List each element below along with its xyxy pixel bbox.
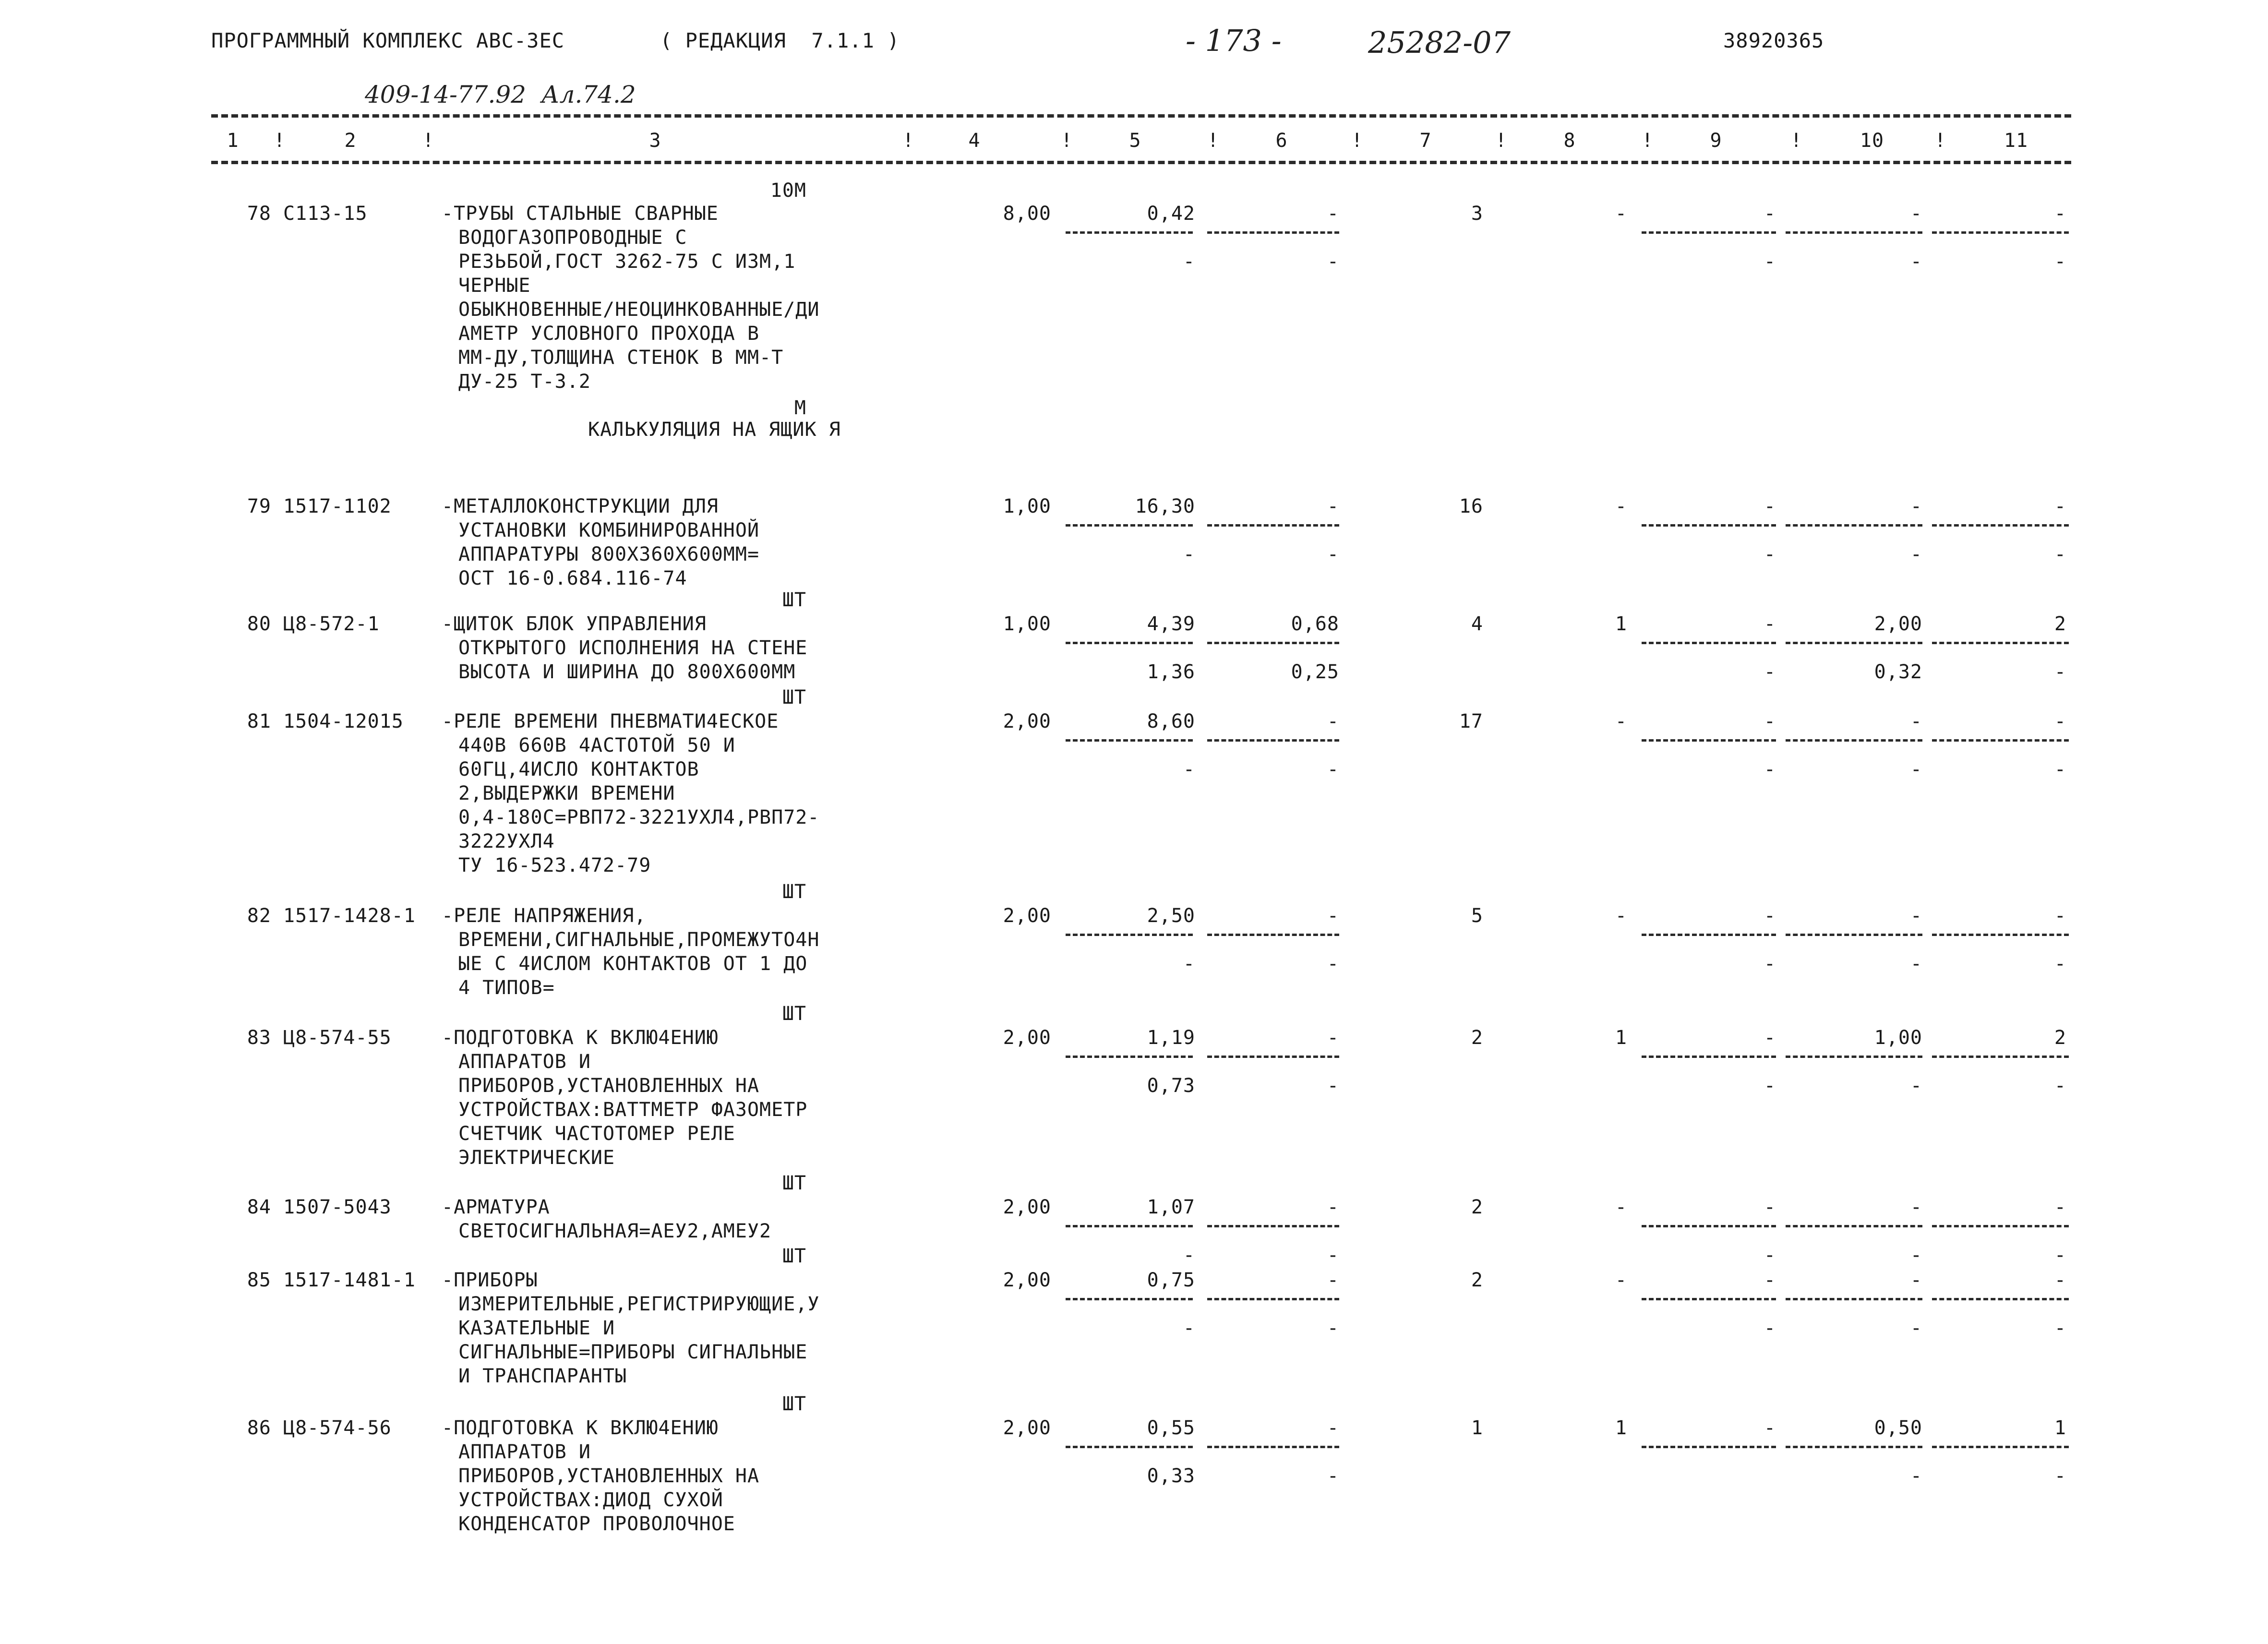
description-line: -ТРУБЫ СТАЛЬНЫЕ СВАРНЫЕ — [442, 203, 719, 225]
item-code: С113-15 — [283, 203, 368, 225]
value-c6: - — [1327, 1196, 1339, 1218]
description-line: -РЕЛЕ ВРЕМЕНИ ПНЕВМАТИ4ЕСКОЕ — [442, 710, 779, 732]
header-rule-top — [211, 114, 2071, 118]
description-line: -ПОДГОТОВКА К ВКЛЮ4ЕНИЮ — [442, 1027, 719, 1049]
value-c8: 1 — [1615, 613, 1627, 635]
underline-c9 — [1642, 1298, 1776, 1300]
description-line: УСТРОЙСТВАХ:ДИОД СУХОЙ — [458, 1489, 723, 1511]
value-c5: 4,39 — [1147, 613, 1195, 635]
value-c10b: 0,32 — [1874, 661, 1922, 683]
value-c5: 0,55 — [1147, 1417, 1195, 1439]
value-c5b: - — [1183, 953, 1195, 975]
value-c10: - — [1910, 710, 1922, 732]
description-line: ЭЛЕКТРИЧЕСКИЕ — [458, 1147, 615, 1169]
reference-handwritten: 409-14-77.92 Ал.74.2 — [365, 81, 636, 108]
underline-c11 — [1932, 739, 2069, 742]
value-c10b: - — [1910, 251, 1922, 273]
item-code: Ц8-574-56 — [283, 1417, 392, 1439]
underline-c10 — [1786, 642, 1922, 644]
value-c9: - — [1764, 613, 1776, 635]
value-c6b: - — [1327, 758, 1339, 780]
underline-c9 — [1642, 1446, 1776, 1448]
underline-c10 — [1786, 231, 1922, 234]
value-c6b: - — [1327, 1465, 1339, 1487]
document-number-handwritten: 25282-07 — [1368, 25, 1511, 60]
unit-label: ШТ — [782, 589, 806, 611]
value-c10: - — [1910, 495, 1922, 517]
column-number-6: 6 — [1275, 130, 1288, 152]
underline-c5 — [1066, 1225, 1193, 1227]
value-c4: 2,00 — [1003, 710, 1051, 732]
value-c9b: - — [1764, 543, 1776, 565]
unit-label: ШТ — [782, 1245, 806, 1267]
underline-c9 — [1642, 739, 1776, 742]
value-c5: 1,07 — [1147, 1196, 1195, 1218]
description-line: ДУ-25 Т-3.2 — [458, 371, 591, 393]
value-c10: 1,00 — [1874, 1027, 1922, 1049]
value-c11b: - — [2054, 758, 2066, 780]
underline-c11 — [1932, 231, 2069, 234]
description-line: СИГНАЛЬНЫЕ=ПРИБОРЫ СИГНАЛЬНЫЕ — [458, 1341, 808, 1363]
value-c11b: - — [2054, 1465, 2066, 1487]
description-line: КАЗАТЕЛЬНЫЕ И — [458, 1317, 615, 1339]
column-number-9: 9 — [1710, 130, 1722, 152]
row-number: 82 — [247, 905, 271, 927]
description-line: ВОДОГАЗОПРОВОДНЫЕ С — [458, 227, 687, 249]
value-c8: - — [1615, 905, 1627, 927]
row-number: 83 — [247, 1027, 271, 1049]
value-c11: - — [2054, 905, 2066, 927]
value-c9: - — [1764, 495, 1776, 517]
value-c10: 0,50 — [1874, 1417, 1922, 1439]
description-line: ПРИБОРОВ,УСТАНОВЛЕННЫХ НА — [458, 1075, 760, 1097]
value-c5: 2,50 — [1147, 905, 1195, 927]
description-line: 0,4-180С=РВП72-3221УХЛ4,РВП72- — [458, 806, 820, 828]
column-separator: ! — [1790, 130, 1803, 152]
description-line: СЧЕТЧИК ЧАСТОТОМЕР РЕЛЕ — [458, 1123, 735, 1145]
underline-c11 — [1932, 1446, 2069, 1448]
value-c10b: - — [1910, 758, 1922, 780]
document-code: 38920365 — [1723, 29, 1824, 52]
value-c9b: - — [1764, 1244, 1776, 1266]
value-c9: - — [1764, 1027, 1776, 1049]
underline-c6 — [1207, 642, 1339, 644]
description-line: ВРЕМЕНИ,СИГНАЛЬНЫЕ,ПРОМЕЖУТО4Н — [458, 929, 820, 951]
unit-label: 10М — [770, 180, 806, 202]
value-c6b: - — [1327, 543, 1339, 565]
edition-label: ( РЕДАКЦИЯ 7.1.1 ) — [660, 29, 900, 52]
description-line: ММ-ДУ,ТОЛЩИНА СТЕНОК В ММ-Т — [458, 347, 784, 369]
underline-c5 — [1066, 231, 1193, 234]
value-c6: - — [1327, 905, 1339, 927]
value-c11: - — [2054, 710, 2066, 732]
value-c9b: - — [1764, 1317, 1776, 1339]
underline-c9 — [1642, 1225, 1776, 1227]
description-line: РЕЗЬБОЙ,ГОСТ 3262-75 С ИЗМ,1 — [458, 251, 796, 273]
description-line: 2,ВЫДЕРЖКИ ВРЕМЕНИ — [458, 782, 675, 804]
column-separator: ! — [422, 130, 435, 152]
column-number-1: 1 — [227, 130, 239, 152]
value-c4: 2,00 — [1003, 1027, 1051, 1049]
program-name: ПРОГРАММНЫЙ КОМПЛЕКС АВС-ЗЕС — [211, 29, 565, 52]
row-number: 84 — [247, 1196, 271, 1218]
item-code: 1517-1481-1 — [283, 1269, 416, 1291]
value-c10b: - — [1910, 1465, 1922, 1487]
underline-c5 — [1066, 1446, 1193, 1448]
underline-c11 — [1932, 1298, 2069, 1300]
underline-c10 — [1786, 739, 1922, 742]
description-line: -МЕТАЛЛОКОНСТРУКЦИИ ДЛЯ — [442, 495, 719, 517]
description-line: -РЕЛЕ НАПРЯЖЕНИЯ, — [442, 905, 647, 927]
value-c4: 2,00 — [1003, 905, 1051, 927]
value-c10b: - — [1910, 543, 1922, 565]
underline-c5 — [1066, 1056, 1193, 1058]
row-number: 81 — [247, 710, 271, 732]
value-c5b: - — [1183, 1317, 1195, 1339]
value-c7: 5 — [1471, 905, 1483, 927]
value-c11b: - — [2054, 251, 2066, 273]
column-separator: ! — [1061, 130, 1073, 152]
value-c5b: 0,73 — [1147, 1075, 1195, 1097]
row-number: 80 — [247, 613, 271, 635]
value-c6b: - — [1327, 1317, 1339, 1339]
column-number-5: 5 — [1129, 130, 1141, 152]
value-c6b: 0,25 — [1291, 661, 1339, 683]
description-line: АППАРАТУРЫ 800Х360Х600ММ= — [458, 543, 760, 565]
value-c6: 0,68 — [1291, 613, 1339, 635]
value-c7: 4 — [1471, 613, 1483, 635]
item-code: Ц8-572-1 — [283, 613, 380, 635]
underline-c9 — [1642, 231, 1776, 234]
underline-c11 — [1932, 524, 2069, 527]
description-line: -ПОДГОТОВКА К ВКЛЮ4ЕНИЮ — [442, 1417, 719, 1439]
value-c8: - — [1615, 203, 1627, 225]
value-c9: - — [1764, 1196, 1776, 1218]
value-c5b: 1,36 — [1147, 661, 1195, 683]
unit-label: ШТ — [782, 1003, 806, 1025]
underline-c11 — [1932, 642, 2069, 644]
value-c6b: - — [1327, 953, 1339, 975]
underline-c9 — [1642, 934, 1776, 936]
value-c9b: - — [1764, 758, 1776, 780]
description-line: 3222УХЛ4 — [458, 830, 555, 852]
description-line: 4 ТИПОВ= — [458, 977, 555, 999]
value-c11b: - — [2054, 661, 2066, 683]
underline-c11 — [1932, 934, 2069, 936]
value-c10: - — [1910, 1269, 1922, 1291]
underline-c6 — [1207, 524, 1339, 527]
value-c6: - — [1327, 495, 1339, 517]
underline-c6 — [1207, 934, 1339, 936]
description-line: АМЕТР УСЛОВНОГО ПРОХОДА В — [458, 323, 760, 345]
value-c5b: 0,33 — [1147, 1465, 1195, 1487]
description-line: ОБЫКНОВЕННЫЕ/НЕОЦИНКОВАННЫЕ/ДИ — [458, 299, 820, 321]
description-line: 60ГЦ,4ИСЛО КОНТАКТОВ — [458, 758, 699, 780]
row-number: 78 — [247, 203, 271, 225]
value-c11: - — [2054, 495, 2066, 517]
underline-c6 — [1207, 231, 1339, 234]
description-line: ОТКРЫТОГО ИСПОЛНЕНИЯ НА СТЕНЕ — [458, 637, 808, 659]
underline-c6 — [1207, 1446, 1339, 1448]
column-number-11: 11 — [2004, 130, 2028, 152]
value-c10b: - — [1910, 1244, 1922, 1266]
value-c6: - — [1327, 710, 1339, 732]
value-c9b: - — [1764, 661, 1776, 683]
value-c10: - — [1910, 905, 1922, 927]
value-c11b: - — [2054, 1075, 2066, 1097]
description-line: -ПРИБОРЫ — [442, 1269, 538, 1291]
row-number: 79 — [247, 495, 271, 517]
value-c6: - — [1327, 1417, 1339, 1439]
value-c6: - — [1327, 1269, 1339, 1291]
column-separator: ! — [902, 130, 915, 152]
underline-c6 — [1207, 1056, 1339, 1058]
description-line: ПРИБОРОВ,УСТАНОВЛЕННЫХ НА — [458, 1465, 760, 1487]
unit-label: ШТ — [782, 1172, 806, 1194]
value-c9: - — [1764, 905, 1776, 927]
value-c5b: - — [1183, 758, 1195, 780]
value-c10b: - — [1910, 953, 1922, 975]
value-c11: 1 — [2054, 1417, 2066, 1439]
underline-c6 — [1207, 739, 1339, 742]
page-number-handwritten: - 173 - — [1186, 23, 1282, 58]
column-separator: ! — [1207, 130, 1220, 152]
description-line: АППАРАТОВ И — [458, 1051, 591, 1073]
header-rule-bottom — [211, 161, 2071, 164]
value-c4: 1,00 — [1003, 613, 1051, 635]
description-line: ТУ 16-523.472-79 — [458, 854, 651, 876]
value-c5: 1,19 — [1147, 1027, 1195, 1049]
column-number-4: 4 — [968, 130, 981, 152]
description-line: ОСТ 16-0.684.116-74 — [458, 567, 687, 589]
underline-c6 — [1207, 1298, 1339, 1300]
value-c6b: - — [1327, 251, 1339, 273]
value-c4: 8,00 — [1003, 203, 1051, 225]
underline-c5 — [1066, 739, 1193, 742]
value-c11: - — [2054, 203, 2066, 225]
value-c4: 1,00 — [1003, 495, 1051, 517]
value-c8: 1 — [1615, 1417, 1627, 1439]
item-code: 1517-1102 — [283, 495, 392, 517]
value-c5b: - — [1183, 251, 1195, 273]
value-c9: - — [1764, 710, 1776, 732]
value-c4: 2,00 — [1003, 1269, 1051, 1291]
value-c10b: - — [1910, 1317, 1922, 1339]
value-c7: 2 — [1471, 1027, 1483, 1049]
value-c9b: - — [1764, 251, 1776, 273]
underline-c10 — [1786, 1298, 1922, 1300]
item-code: 1517-1428-1 — [283, 905, 416, 927]
description-line: ВЫСОТА И ШИРИНА ДО 800Х600ММ — [458, 661, 796, 683]
value-c6: - — [1327, 203, 1339, 225]
underline-c10 — [1786, 934, 1922, 936]
item-code: Ц8-574-55 — [283, 1027, 392, 1049]
value-c9: - — [1764, 203, 1776, 225]
description-line: УСТАНОВКИ КОМБИНИРОВАННОЙ — [458, 519, 760, 541]
column-separator: ! — [1495, 130, 1508, 152]
value-c5b: - — [1183, 543, 1195, 565]
underline-c9 — [1642, 1056, 1776, 1058]
underline-c11 — [1932, 1225, 2069, 1227]
column-number-7: 7 — [1419, 130, 1432, 152]
description-line: КОНДЕНСАТОР ПРОВОЛОЧНОЕ — [458, 1513, 735, 1535]
underline-c9 — [1642, 524, 1776, 527]
value-c10: - — [1910, 203, 1922, 225]
description-line: И ТРАНСПАРАНТЫ — [458, 1365, 627, 1387]
description-line: -АРМАТУРА — [442, 1196, 550, 1218]
value-c11b: - — [2054, 1244, 2066, 1266]
value-c5: 16,30 — [1135, 495, 1195, 517]
unit-label: ШТ — [782, 1393, 806, 1415]
underline-c10 — [1786, 1225, 1922, 1227]
value-c10b: - — [1910, 1075, 1922, 1097]
underline-c10 — [1786, 1446, 1922, 1448]
value-c7: 16 — [1459, 495, 1483, 517]
unit-label: М — [794, 397, 806, 419]
value-c9: - — [1764, 1417, 1776, 1439]
calculation-note: КАЛЬКУЛЯЦИЯ НА ЯЩИК Я — [588, 419, 841, 441]
row-number: 86 — [247, 1417, 271, 1439]
underline-c10 — [1786, 1056, 1922, 1058]
value-c5b: - — [1183, 1244, 1195, 1266]
value-c8: - — [1615, 1196, 1627, 1218]
column-number-8: 8 — [1563, 130, 1576, 152]
unit-label: ШТ — [782, 881, 806, 903]
description-line: ЫЕ С 4ИСЛОМ КОНТАКТОВ ОТ 1 ДО — [458, 953, 808, 975]
value-c7: 2 — [1471, 1196, 1483, 1218]
value-c11: - — [2054, 1269, 2066, 1291]
value-c5: 0,42 — [1147, 203, 1195, 225]
value-c5: 8,60 — [1147, 710, 1195, 732]
value-c8: - — [1615, 710, 1627, 732]
value-c10: - — [1910, 1196, 1922, 1218]
value-c9: - — [1764, 1269, 1776, 1291]
value-c11b: - — [2054, 1317, 2066, 1339]
value-c7: 2 — [1471, 1269, 1483, 1291]
description-line: СВЕТОСИГНАЛЬНАЯ=АЕУ2,АМЕУ2 — [458, 1220, 772, 1242]
value-c4: 2,00 — [1003, 1417, 1051, 1439]
underline-c11 — [1932, 1056, 2069, 1058]
item-code: 1504-12015 — [283, 710, 404, 732]
value-c11b: - — [2054, 543, 2066, 565]
value-c11b: - — [2054, 953, 2066, 975]
column-number-10: 10 — [1860, 130, 1884, 152]
value-c11: - — [2054, 1196, 2066, 1218]
value-c6b: - — [1327, 1075, 1339, 1097]
column-number-3: 3 — [649, 130, 661, 152]
value-c6: - — [1327, 1027, 1339, 1049]
column-separator: ! — [274, 130, 286, 152]
value-c8: 1 — [1615, 1027, 1627, 1049]
column-separator: ! — [1351, 130, 1364, 152]
column-number-2: 2 — [344, 130, 357, 152]
underline-c9 — [1642, 642, 1776, 644]
value-c9b: - — [1764, 953, 1776, 975]
row-number: 85 — [247, 1269, 271, 1291]
item-code: 1507-5043 — [283, 1196, 392, 1218]
value-c8: - — [1615, 1269, 1627, 1291]
underline-c5 — [1066, 642, 1193, 644]
value-c6b: - — [1327, 1244, 1339, 1266]
description-line: -ЩИТОК БЛОК УПРАВЛЕНИЯ — [442, 613, 707, 635]
underline-c5 — [1066, 1298, 1193, 1300]
value-c10: 2,00 — [1874, 613, 1922, 635]
underline-c5 — [1066, 934, 1193, 936]
description-line: АППАРАТОВ И — [458, 1441, 591, 1463]
column-separator: ! — [1934, 130, 1947, 152]
underline-c10 — [1786, 524, 1922, 527]
value-c4: 2,00 — [1003, 1196, 1051, 1218]
description-line: ЧЕРНЫЕ — [458, 275, 531, 297]
underline-c5 — [1066, 524, 1193, 527]
value-c11: 2 — [2054, 613, 2066, 635]
value-c8: - — [1615, 495, 1627, 517]
value-c7: 3 — [1471, 203, 1483, 225]
underline-c6 — [1207, 1225, 1339, 1227]
column-separator: ! — [1642, 130, 1654, 152]
unit-label: ШТ — [782, 686, 806, 708]
description-line: 440В 660В 4АСТОТОЙ 50 И — [458, 734, 735, 756]
description-line: УСТРОЙСТВАХ:ВАТТМЕТР ФАЗОМЕТР — [458, 1099, 808, 1121]
value-c5: 0,75 — [1147, 1269, 1195, 1291]
description-line: ИЗМЕРИТЕЛЬНЫЕ,РЕГИСТРИРУЮЩИЕ,У — [458, 1293, 820, 1315]
value-c11: 2 — [2054, 1027, 2066, 1049]
value-c9b: - — [1764, 1075, 1776, 1097]
value-c7: 1 — [1471, 1417, 1483, 1439]
value-c7: 17 — [1459, 710, 1483, 732]
